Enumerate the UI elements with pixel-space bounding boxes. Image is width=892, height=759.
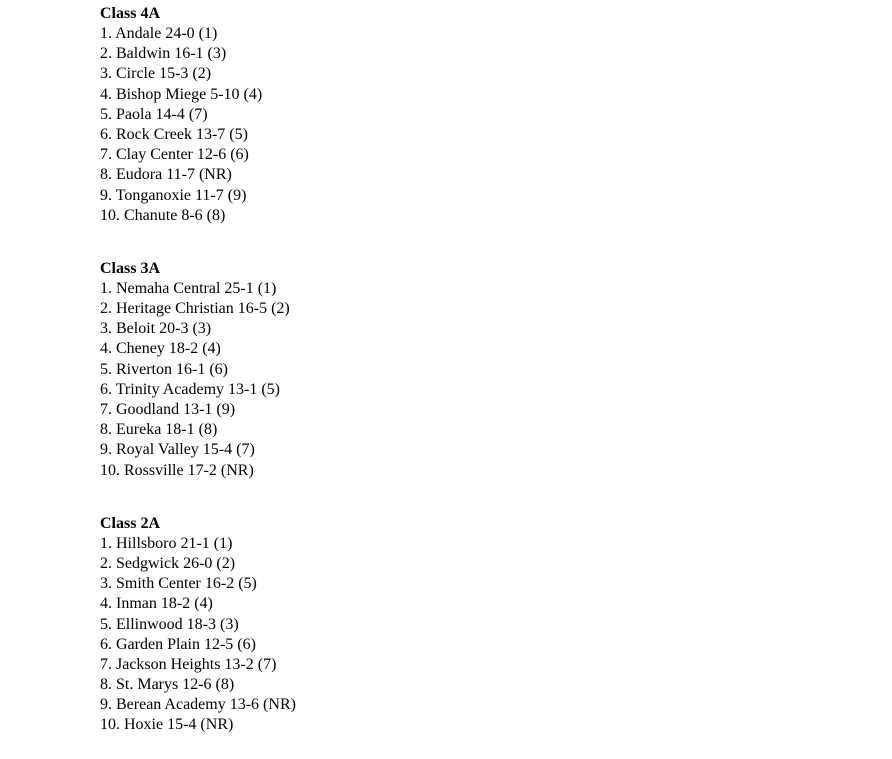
- ranking-item: 5. Riverton 16-1 (6): [100, 360, 228, 378]
- ranking-item: 9. Berean Academy 13-6 (NR): [100, 696, 296, 714]
- class-4a-section: [100, 4, 296, 226]
- ranking-list: [100, 24, 296, 226]
- ranking-item: 2. Baldwin 16-1 (3): [100, 45, 227, 63]
- ranking-item: 9. Royal Valley 15-4 (7): [100, 441, 255, 459]
- class-3a-section: [100, 259, 296, 481]
- ranking-item: 7. Jackson Heights 13-2 (7): [100, 655, 277, 673]
- ranking-item: 5. Ellinwood 18-3 (3): [100, 615, 239, 633]
- ranking-item: 5. Paola 14-4 (7): [100, 105, 208, 123]
- ranking-item: 6. Garden Plain 12-5 (6): [100, 635, 256, 653]
- ranking-item: 1. Nemaha Central 25-1 (1): [100, 279, 277, 297]
- section-heading: Class 3A: [100, 259, 161, 277]
- ranking-item: 4. Bishop Miege 5-10 (4): [100, 85, 263, 103]
- ranking-item: 7. Goodland 13-1 (9): [100, 401, 236, 418]
- ranking-item: 10. Hoxie 15-4 (NR): [100, 716, 234, 734]
- ranking-item: 8. Eudora 11-7 (NR): [100, 166, 232, 184]
- ranking-item: 8. Eureka 18-1 (8): [100, 421, 218, 439]
- ranking-item: 10. Chanute 8-6 (8): [100, 206, 226, 224]
- ranking-item: 2. Sedgwick 26-0 (2): [100, 554, 236, 572]
- ranking-item: 10. Rossville 17-2 (NR): [100, 461, 254, 479]
- rankings-document: [100, 4, 296, 736]
- ranking-item: 4. Inman 18-2 (4): [100, 595, 213, 613]
- class-2a-section: [100, 514, 296, 736]
- ranking-item: 6. Rock Creek 13-7 (5): [100, 125, 248, 143]
- section-heading: Class 2A: [100, 514, 161, 532]
- section-heading: Class 4A: [100, 5, 161, 22]
- ranking-item: 4. Cheney 18-2 (4): [100, 340, 221, 358]
- ranking-item: 1. Andale 24-0 (1): [100, 25, 218, 42]
- ranking-item: 3. Circle 15-3 (2): [100, 65, 212, 83]
- ranking-item: 8. St. Marys 12-6 (8): [100, 676, 235, 694]
- ranking-item: 3. Beloit 20-3 (3): [100, 320, 212, 338]
- ranking-list: [100, 534, 296, 736]
- ranking-item: 3. Smith Center 16-2 (5): [100, 575, 257, 593]
- ranking-item: 1. Hillsboro 21-1 (1): [100, 534, 233, 552]
- ranking-item: 9. Tonganoxie 11-7 (9): [100, 186, 247, 204]
- ranking-item: 2. Heritage Christian 16-5 (2): [100, 300, 290, 318]
- ranking-item: 6. Trinity Academy 13-1 (5): [100, 380, 280, 398]
- ranking-item: 7. Clay Center 12-6 (6): [100, 146, 249, 164]
- ranking-list: [100, 279, 296, 481]
